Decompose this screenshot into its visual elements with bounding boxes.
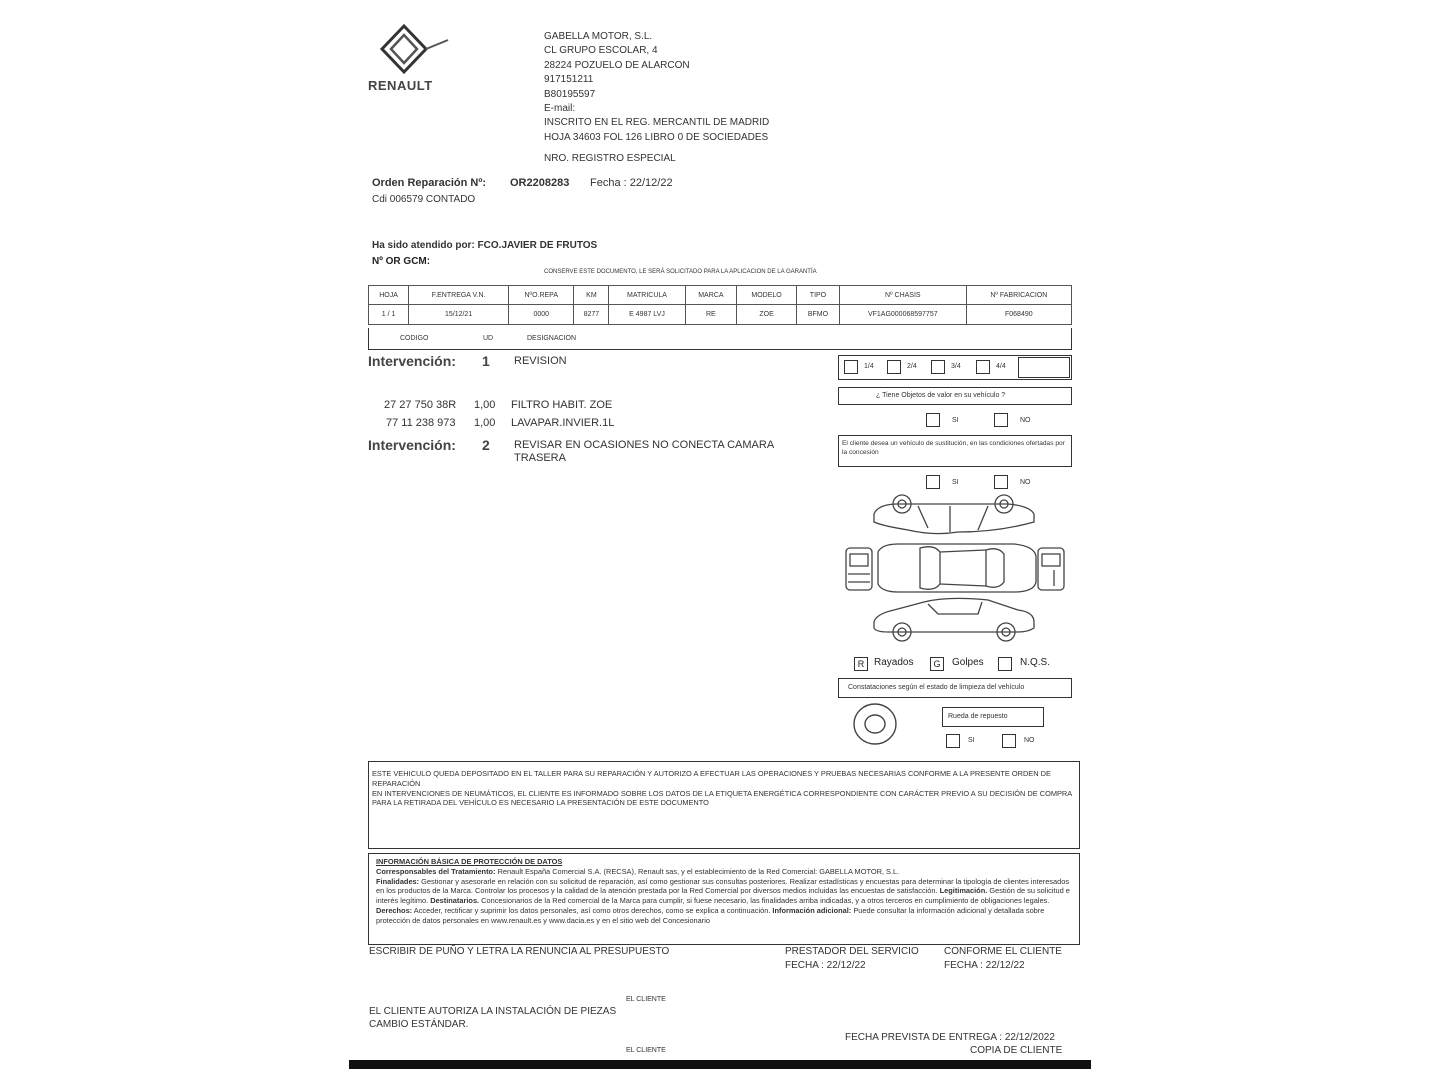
table-cell: VF1AG000068597757 [839, 305, 966, 325]
car-front-icon [846, 548, 872, 590]
client-agreement-label: CONFORME EL CLIENTE [944, 946, 1062, 957]
table-cell: 0000 [509, 305, 574, 325]
privacy-rights-text: Acceder, rectificar y suprimir los datos personales, así como otros derechos, como se explica a continuación. [412, 905, 771, 915]
company-line: E-mail: [544, 103, 576, 115]
car-top-icon [878, 544, 1036, 592]
deposit-line: PARA LA RETIRADA DEL VEHÍCULO ES NECESARIO LA PRESENTACIÓN DE ESTE DOCUMENTO [372, 798, 709, 808]
company-line: B80195597 [544, 88, 596, 100]
car-side-bottom-icon [874, 598, 1034, 641]
part-desc: LAVAPAR.INVIER.1L [511, 417, 615, 429]
objects-question: ¿ Tiene Objetos de valor en su vehículo ? [876, 392, 1006, 399]
privacy-legitimation-label: Legitimación. [937, 886, 988, 896]
brand-name: RENAULT [368, 78, 433, 93]
order-number: OR2208283 [510, 177, 570, 189]
col-header: Nº FABRICACION [966, 286, 1071, 305]
privacy-controller-label: Corresponsables del Tratamiento: [376, 866, 496, 876]
client-copy-label: COPIA DE CLIENTE [970, 1045, 1063, 1056]
fuel-checkbox[interactable] [887, 360, 901, 374]
part-code: 27 27 750 38R [384, 399, 457, 411]
replacement-si-label: SI [952, 479, 959, 486]
client-signature-label: EL CLIENTE [626, 1047, 666, 1054]
privacy-text [376, 857, 1074, 926]
table-cell: ZOE [737, 305, 797, 325]
renault-diamond-icon [368, 24, 452, 74]
col-header: NºO.REPA [509, 286, 574, 305]
legend-nqs-label: N.Q.S. [1020, 657, 1051, 668]
intervention-label: Intervención: [368, 437, 456, 453]
authorize-parts-label: EL CLIENTE AUTORIZA LA INSTALACIÓN DE PIEZAS [369, 1006, 617, 1017]
page-bottom-edge [349, 1060, 1091, 1069]
table-cell: F068490 [966, 305, 1071, 325]
privacy-purposes-text: Gestionar y asesorarle en relación con su solicitud de reparación, así como gestionar sus consultas posteriores. Realizar estadísticas y encuestas para determinar la tipología de clientes interesados en los productos de la Marca. Controlar los procesos y la calidad de la atención prestada por la Red Comercial por diversos medios incluidas las encuestas de satisfacción. [376, 876, 1070, 896]
columns-caption-row [368, 328, 1072, 350]
fuel-level: 4/4 [996, 363, 1006, 370]
car-side-top-icon [874, 495, 1034, 534]
intervention-text: REVISAR EN OCASIONES NO CONECTA CAMARA [514, 439, 775, 451]
privacy-recipients-label: Destinatarios. [428, 896, 480, 906]
part-qty: 1,00 [474, 399, 496, 411]
table-cell: 8277 [574, 305, 609, 325]
cleanliness-label: Constataciones según el estado de limpieza del vehículo [848, 684, 1025, 691]
col-header: Nº CHASIS [839, 286, 966, 305]
client-signature-label: EL CLIENTE [626, 996, 666, 1003]
registry-number: NRO. REGISTRO ESPECIAL [544, 153, 676, 164]
company-line: GABELLA MOTOR, S.L. [544, 31, 653, 42]
order-label: Orden Reparación Nº: [372, 177, 487, 189]
cut-line-bottom: Ha sido atendido por: FCO.JAVIER DE FRUTOS [372, 240, 598, 251]
legend-scratch-label: Rayados [874, 657, 914, 668]
fuel-level: 2/4 [907, 363, 917, 370]
company-line: INSCRITO EN EL REG. MERCANTIL DE MADRID [544, 117, 770, 129]
privacy-rights-label: Derechos: [376, 905, 413, 915]
col-header: TIPO [797, 286, 840, 305]
objects-si-checkbox[interactable] [926, 413, 940, 427]
car-damage-diagram[interactable] [838, 492, 1072, 644]
company-line: CL GRUPO ESCOLAR, 4 [544, 45, 658, 57]
part-qty: 1,00 [474, 417, 496, 429]
replacement-no-label: NO [1020, 479, 1031, 486]
intervention-number: 1 [482, 353, 490, 369]
fuel-extra-box [1018, 357, 1070, 378]
table-cell: E 4987 LVJ [609, 305, 685, 325]
intervention-text-cont: TRASERA [514, 452, 566, 464]
fuel-checkbox[interactable] [844, 360, 858, 374]
objects-no-checkbox[interactable] [994, 413, 1008, 427]
spare-no-label: NO [1024, 737, 1035, 744]
vehicle-table [368, 285, 1072, 325]
service-provider-date: FECHA : 22/12/22 [785, 960, 866, 971]
privacy-purposes-label: Finalidades: [376, 876, 420, 886]
spare-no-checkbox[interactable] [1002, 734, 1016, 748]
table-cell: BFMO [797, 305, 840, 325]
service-provider-label: PRESTADOR DEL SERVICIO [785, 946, 919, 957]
table-cell: RE [685, 305, 736, 325]
part-code: 77 11 238 973 [386, 417, 456, 429]
col-code: CODIGO [400, 335, 429, 342]
deposit-line: ESTE VEHICULO QUEDA DEPOSITADO EN EL TALLER PARA SU REPARACIÓN Y AUTORIZO A EFECTUAR LAS OPERACIONES Y PRUEBAS NECESARIAS CONFORME A LA PRESENTE ORDEN DE REPARACIÓN [372, 769, 1051, 788]
privacy-legitimation-text: Gestión de su solicitud e interés legítimo. [376, 886, 1070, 906]
privacy-info-label: Información adicional: [770, 905, 852, 915]
col-header: MATRICULA [609, 286, 685, 305]
company-line: 28224 POZUELO DE ALARCON [544, 59, 690, 71]
intervention-number: 2 [482, 437, 490, 453]
replacement-no-checkbox[interactable] [994, 475, 1008, 489]
spare-wheel-icon [852, 702, 898, 746]
objects-no-label: NO [1020, 417, 1031, 424]
spare-wheel-label: Rueda de repuesto [948, 713, 1008, 720]
part-desc: FILTRO HABIT. ZOE [511, 399, 613, 411]
legend-dent-mark[interactable]: G [930, 657, 944, 671]
objects-si-label: SI [952, 417, 959, 424]
replacement-si-checkbox[interactable] [926, 475, 940, 489]
spare-si-label: SI [968, 737, 975, 744]
spare-si-checkbox[interactable] [946, 734, 960, 748]
table-cell: 15/12/21 [409, 305, 509, 325]
privacy-recipients-text: Concesionarios de la Red comercial de la Marca para cumplir, si fuese necesario, las finalidades arriba indicadas, y a otros terceros en cumplimiento de obligaciones legales. [479, 896, 1050, 906]
company-line: 917151211 [544, 74, 594, 86]
authorize-parts-label-cont: CAMBIO ESTÁNDAR. [369, 1019, 469, 1030]
privacy-title: INFORMACIÓN BÁSICA DE PROTECCIÓN DE DATOS [376, 857, 563, 866]
privacy-info-text: Puede consultar la información adicional y detallada sobre protección de datos personales en www.renault.es y www.dacia.es y en el sitio web del Concesionario [376, 905, 1045, 925]
fuel-level: 3/4 [951, 363, 961, 370]
order-date: Fecha : 22/12/22 [590, 177, 673, 189]
company-header [544, 30, 769, 145]
legend-nqs-mark[interactable] [998, 657, 1012, 671]
renault-logo [368, 24, 452, 94]
col-header: F.ENTREGA V.N. [409, 286, 509, 305]
intervention-label: Intervención: [368, 353, 456, 369]
table-cell: 1 / 1 [369, 305, 409, 325]
car-rear-icon [1038, 548, 1064, 590]
col-header: MARCA [685, 286, 736, 305]
privacy-controller-text: Renault España Comercial S.A. (RECSA), Renault sas, y el establecimiento de la Red Comercial: GABELLA MOTOR, S.L. [495, 866, 900, 876]
col-header: MODELO [737, 286, 797, 305]
fuel-level: 1/4 [864, 363, 874, 370]
replacement-question: El cliente desea un vehículo de sustitución, en las condiciones ofertadas por la concesión [842, 440, 1065, 456]
intervention-text: REVISION [514, 355, 567, 367]
deposit-line: EN INTERVENCIONES DE NEUMÁTICOS, EL CLIENTE ES INFORMADO SOBRE LOS DATOS DE LA ETIQUETA ENERGÉTICA CORRESPONDIENTE CON CARÁCTER PREVIO A SU DECISIÓN DE COMPRA [372, 788, 1073, 798]
col-header: KM [574, 286, 609, 305]
estimated-delivery-date: FECHA PREVISTA DE ENTREGA : 22/12/2022 [845, 1032, 1055, 1043]
col-ud: UD [483, 335, 494, 342]
legend-scratch-mark[interactable]: R [854, 657, 868, 671]
col-designation: DESIGNACION [527, 335, 577, 342]
company-line: HOJA 34603 FOL 126 LIBRO 0 DE SOCIEDADES [544, 131, 769, 143]
cut-line-top: Cdi 006579 CONTADO [372, 194, 476, 205]
deposit-notice [372, 769, 1076, 808]
legend-dent-label: Golpes [952, 657, 984, 668]
col-header: HOJA [369, 286, 409, 305]
fuel-checkbox[interactable] [931, 360, 945, 374]
fuel-checkbox[interactable] [976, 360, 990, 374]
budget-waiver-label: ESCRIBIR DE PUÑO Y LETRA LA RENUNCIA AL PRESUPUESTO [369, 946, 670, 957]
client-agreement-date: FECHA : 22/12/22 [944, 960, 1025, 971]
keep-document-notice: CONSERVE ESTE DOCUMENTO, LE SERÁ SOLICITADO PARA LA APLICACION DE LA GARANTÍA [544, 269, 817, 275]
or-gcm-label: Nº OR GCM: [372, 256, 431, 267]
